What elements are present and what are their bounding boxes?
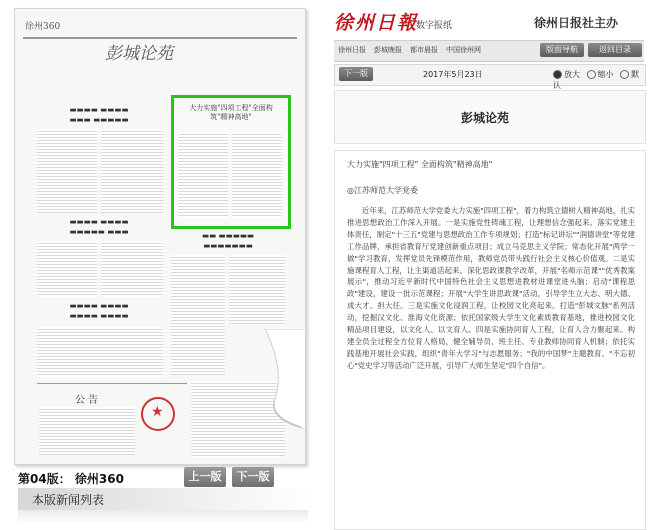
star-icon: ★ xyxy=(151,404,164,420)
paper-text-column xyxy=(101,241,163,297)
official-seal xyxy=(141,397,175,431)
font-default-label: 默认 xyxy=(553,70,640,90)
selected-article-region[interactable] xyxy=(171,95,291,229)
page-curl-icon xyxy=(245,329,306,429)
section-header xyxy=(334,90,646,144)
font-shrink-label: 缩小 xyxy=(597,70,614,79)
paper-text-column xyxy=(178,132,228,218)
paper-text-column xyxy=(232,132,282,218)
font-enlarge-radio[interactable] xyxy=(553,70,562,79)
paper-text-column xyxy=(39,407,135,455)
page-label: 第04版： 徐州360 xyxy=(18,472,124,486)
layout-nav-button[interactable]: 版面导航 xyxy=(540,43,584,57)
news-list-header xyxy=(18,488,308,510)
article-panel xyxy=(334,4,644,524)
paper-headline: ▬▬▬▬ ▬▬▬▬ ▬▬▬ ▬▬▬▬▬ xyxy=(69,105,129,124)
site-nav xyxy=(334,40,644,62)
next-page-button[interactable]: 下一版 xyxy=(232,467,274,487)
font-shrink-radio[interactable] xyxy=(587,70,596,79)
newspaper-page-thumbnail[interactable] xyxy=(14,8,306,465)
issue-date: 2017年5月23日 xyxy=(423,70,483,79)
back-to-index-button[interactable]: 返回目录 xyxy=(588,43,642,57)
nav-link-zgxz-web[interactable]: 中国徐州网 xyxy=(446,46,481,54)
notice-title: 公 告 xyxy=(75,395,99,406)
paper-text-column xyxy=(171,255,225,375)
list-shadow xyxy=(18,510,308,524)
article-content xyxy=(334,150,646,530)
paper-text-column xyxy=(37,241,97,297)
newspaper-logo: 徐州日報 xyxy=(334,12,419,34)
paper-column-title: 彭城论苑 xyxy=(105,44,173,64)
selected-article-headline: 大力实施"四项工程"全面构筑"精神高地" xyxy=(189,104,273,121)
paper-masthead xyxy=(23,15,297,39)
font-size-options xyxy=(553,69,645,91)
paper-text-column xyxy=(101,129,163,213)
nav-link-dushi-morning[interactable]: 都市晨报 xyxy=(410,46,438,54)
nav-link-xuzhou-daily[interactable]: 徐州日报 xyxy=(338,46,366,54)
article-body: 近年来，江苏师范大学党委大力实施"四项工程"，着力构筑立德树人精神高地，扎实推进思想政治工作深入开展。一是实施党性铸魂工程，让理想信念强起来。落实党建主体责任，制定"十三五"党建与思想政治工作专项规划；打造"标记讲坛""润德讲堂"等党建工作品牌，承担省教育厅党建创新重点项目；成立马克思主义学院；常态化开展"两学一做"学习教育，发挥党员先锋模范作用，教师党员带头践行社会主义核心价值观。二是实施课程育人工程，让主渠道活起来。深化思政课教学改革，开展"名师示范课""优秀教案展示"，推动习近平新时代中国特色社会主义思想进教材进课堂进头脑；启动"课程思政"建设，建设一批示范课程；开展"大学生讲思政课"活动，引导学生立大志、明大德、成大才、担大任。三是实施文化浸润工程，让校园文化亮起来。打造"彭城文脉"系列活动，挖掘汉文化、淮海文化资源；依托国家级大学生文化素质教育基地，推进校园文化精品项目建设，以文化人、以文育人。四是实施协同育人工程，让育人合力聚起来。构建全员全过程全方位育人格局，健全辅导员、班主任、专业教师协同育人机制；依托实践基地开展社会实践，组织"青年大学习"与志愿服务；"我的中国梦"主题教育、"不忘初心"党史学习等活动广泛开展，引导广大师生坚定"四个自信"。 xyxy=(347,206,635,370)
prev-page-button[interactable]: 上一版 xyxy=(184,467,226,487)
paper-text-column xyxy=(229,255,285,325)
paper-headline: ▬▬▬▬ ▬▬▬▬ ▬▬▬▬ ▬▬▬▬ xyxy=(69,301,129,320)
section-title: 彭城论苑 xyxy=(461,111,510,125)
next-page-button-right[interactable]: 下一版 xyxy=(339,67,373,81)
paper-headline: ▬▬ ▬▬▬▬▬ ▬▬▬▬▬▬▬ xyxy=(202,231,254,250)
logo-subtitle: 数字报纸 xyxy=(416,21,453,31)
paper-text-column xyxy=(37,129,97,213)
page-viewer xyxy=(4,4,308,524)
font-default-radio[interactable] xyxy=(620,70,629,79)
paper-text-column xyxy=(37,327,163,377)
nav-link-pengcheng-evening[interactable]: 彭城晚报 xyxy=(374,46,402,54)
paper-brand: 徐州360 xyxy=(25,22,61,32)
sponsor-text: 徐州日报社主办 xyxy=(534,16,619,30)
news-list-label: 本版新闻列表 xyxy=(32,493,105,507)
paper-headline: ▬▬▬▬ ▬▬▬▬ ▬▬▬▬▬ ▬▬▬ xyxy=(69,217,129,236)
article-toolbar xyxy=(334,64,646,90)
article-author: ◎江苏师范大学党委 xyxy=(347,186,418,195)
article-title: 大力实施"四项工程" 全面构筑"精神高地" xyxy=(347,160,493,169)
font-enlarge-label: 放大 xyxy=(564,70,580,79)
